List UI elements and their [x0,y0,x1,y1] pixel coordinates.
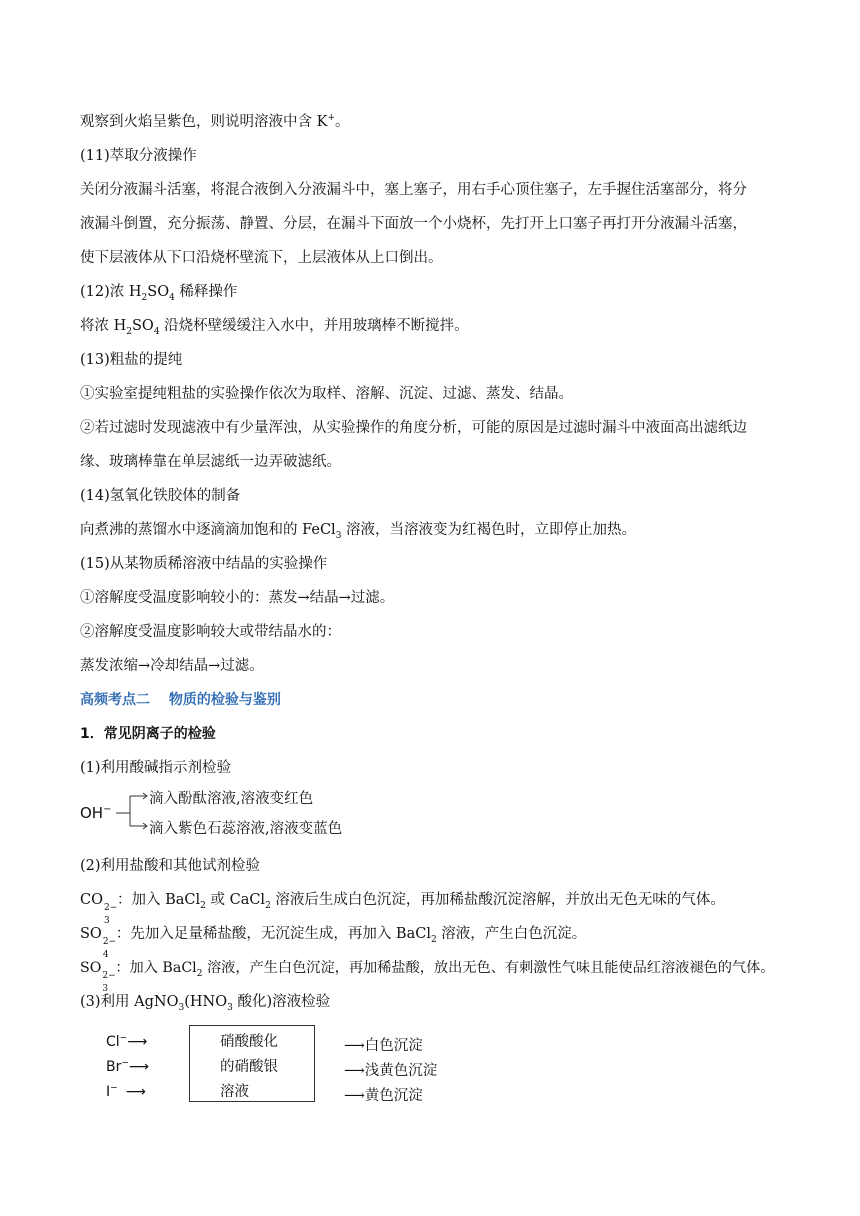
bromide-row [106,1059,149,1075]
subscript: 4 [169,292,175,303]
chloride-row [106,1034,147,1050]
heading-h2so4-dilution [80,282,237,302]
ion-text: I [106,1084,111,1100]
text: ：先加入足量稀盐酸，无沉淀生成，再加入 BaCl [115,926,431,942]
ion-text: SO [80,926,102,942]
text: 将浓 H [80,318,127,334]
subscript: 2 [430,934,437,945]
result-pale-yellow: ⟶浅黄色沉淀 [344,1063,438,1079]
text: SO [147,284,170,300]
ion-charge [101,958,116,994]
text: OH [80,804,104,822]
paragraph-salt-3: 缘、玻璃棒靠在单层滤纸一边弄破滤纸。 [80,454,341,470]
ion-charge [102,924,117,960]
subscript: 4 [153,326,160,337]
ion-text: Br [106,1059,122,1075]
ion-charge [103,890,118,926]
text: 稀释操作 [174,284,238,300]
heading-salt-purification: (13)粗盐的提纯 [80,352,183,368]
paragraph-extraction-2: 液漏斗倒置，充分振荡、静置、分层，在漏斗下面放一个小烧杯，先打开上口塞子再打开分液漏斗活塞， [80,216,747,232]
ion-text: Cl [106,1034,120,1050]
text: 溶液，当溶液变为红褐色时，立即停止加热。 [341,522,637,538]
subscript: 3 [102,984,109,994]
text: 酸化)溶液检验 [232,994,331,1010]
superscript: + [327,113,335,124]
superscript: 2− [103,903,118,913]
sub-heading-anion-detection: 1．常见阴离子的检验 [80,726,216,742]
paragraph-sulfite [80,958,775,994]
iodide-row [106,1084,146,1100]
subscript: 2 [126,326,132,337]
superscript: 2− [102,937,117,947]
text: 观察到火焰呈紫色，则说明溶液中含 K [80,114,328,130]
superscript: − [119,1033,128,1044]
text: 溶液后生成白色沉淀，再加稀盐酸沉淀溶解，并放出无色无味的气体。 [270,892,725,908]
branch-connector [110,788,150,834]
superscript: 2− [102,971,116,981]
arrow: ⟶ [127,1034,148,1050]
paragraph-extraction-1: 关闭分液漏斗活塞，将混合液倒入分液漏斗中，塞上塞子，用右手心顶住塞子，左手握住活塞部分，将分 [80,182,747,198]
subscript: 3 [178,1002,185,1013]
subscript: 3 [227,1002,233,1013]
paragraph-sulfate [80,924,587,960]
paragraph-carbonate [80,890,725,926]
text: SO [132,318,154,334]
heading-colloid: (14)氢氧化铁胶体的制备 [80,488,241,504]
reagent-line-1: 硝酸酸化 [220,1034,278,1050]
superscript: − [110,1083,118,1094]
heading-hcl-reagent: (2)利用盐酸和其他试剂检验 [80,858,261,874]
subscript: 2 [265,900,271,911]
text: (3)利用 AgNO [80,994,179,1010]
section-heading: 高频考点二 物质的检验与鉴别 [80,692,281,708]
text: 。 [335,114,350,130]
heading-indicator: (1)利用酸碱指示剂检验 [80,760,232,776]
ion-text: SO [80,960,102,976]
text: ：加入 BaCl [116,892,201,908]
ion-text: CO [80,892,103,908]
subscript: 3 [103,916,110,926]
paragraph-crystal-3: 蒸发浓缩→冷却结晶→过滤。 [80,658,264,674]
text: (HNO [184,994,228,1010]
text: ：加入 BaCl [115,960,197,976]
subscript: 2 [196,968,203,979]
paragraph-h2so4-dilution [80,316,469,336]
text: 沿烧杯壁缓缓注入水中，并用玻璃棒不断搅拌。 [159,318,469,334]
paragraph-k-flame [80,112,350,132]
heading-agno3 [80,992,330,1012]
result-yellow: ⟶黄色沉淀 [344,1088,423,1104]
paragraph-crystal-2: ②溶解度受温度影响较大或带结晶水的： [80,624,341,640]
reagent-line-3: 溶液 [220,1084,249,1100]
paragraph-salt-1: ①实验室提纯粗盐的实验操作依次为取样、溶解、沉淀、过滤、蒸发、结晶。 [80,386,573,402]
arrow: ⟶ [125,1084,146,1100]
heading-extraction: (11)萃取分液操作 [80,148,197,164]
text: 溶液，产生白色沉淀。 [436,926,587,942]
paragraph-colloid [80,520,636,540]
oh-ion-label [80,804,111,822]
subscript: 2 [141,292,148,303]
subscript: 3 [335,530,342,541]
text: 向煮沸的蒸馏水中逐滴滴加饱和的 FeCl [80,522,336,538]
reagent-line-2: 的硝酸银 [220,1059,278,1075]
paragraph-salt-2: ②若过滤时发现滤液中有少量浑浊，从实验操作的角度分析，可能的原因是过滤时漏斗中液面高出滤纸边 [80,420,747,436]
oh-branch-litmus: 滴入紫色石蕊溶液,溶液变蓝色 [149,821,343,837]
text: 或 CaCl [205,892,266,908]
superscript: − [103,804,112,815]
paragraph-crystal-1: ①溶解度受温度影响较小的：蒸发→结晶→过滤。 [80,590,395,606]
heading-crystallization: (15)从某物质稀溶液中结晶的实验操作 [80,556,328,572]
text: 溶液，产生白色沉淀，再加稀盐酸，放出无色、有刺激性气味且能使品红溶液褪色的气体。 [202,960,775,976]
arrow: ⟶ [128,1059,149,1075]
subscript: 2 [200,900,206,911]
text: (12)浓 H [80,284,142,300]
subscript: 4 [102,950,109,960]
result-white: ⟶白色沉淀 [344,1038,423,1054]
superscript: − [121,1058,129,1069]
paragraph-extraction-3: 使下层液体从下口沿烧杯壁流下，上层液体从上口倒出。 [80,250,443,266]
oh-branch-phenolphthalein: 滴入酚酞溶液,溶液变红色 [149,791,314,807]
